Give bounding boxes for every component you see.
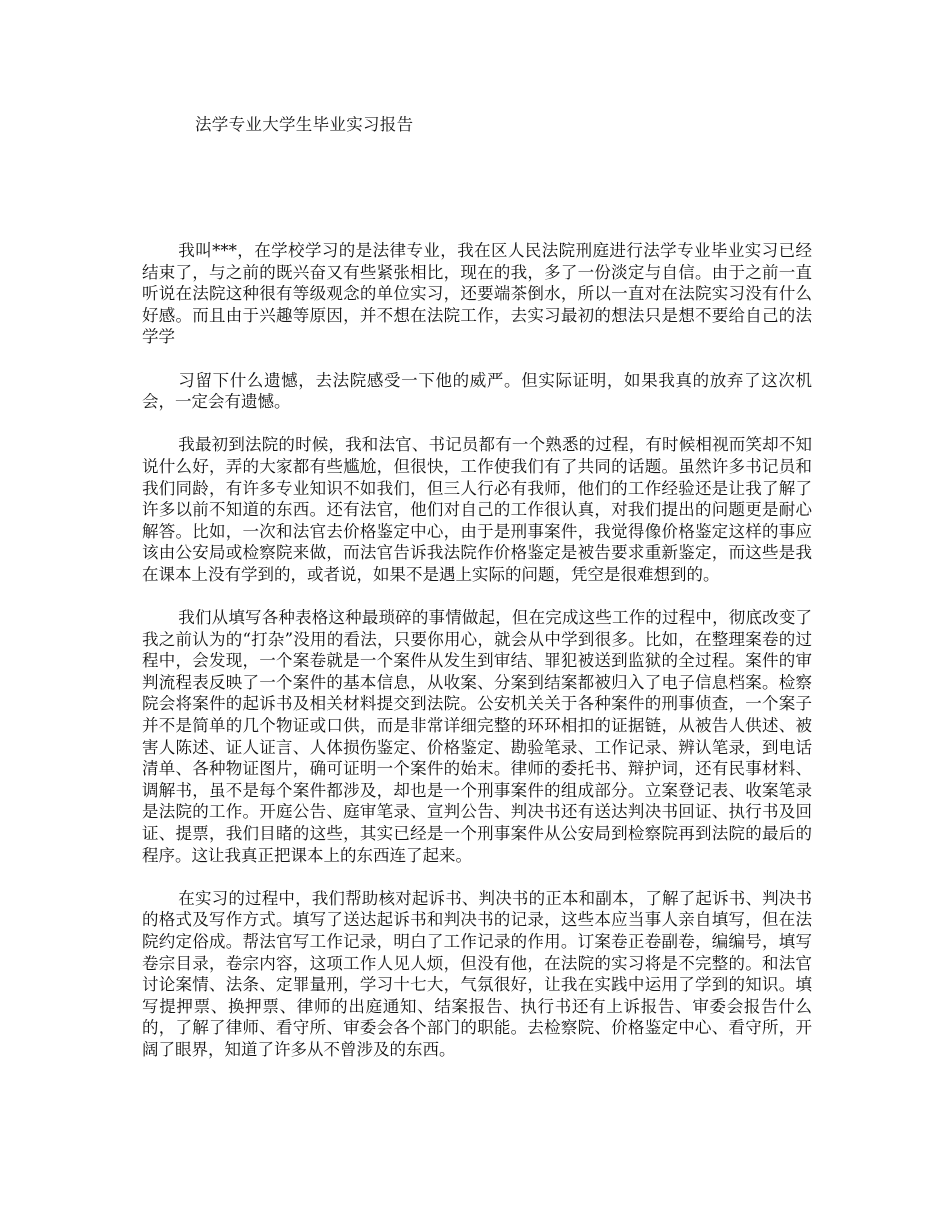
paragraph: 习留下什么遗憾，去法院感受一下他的威严。但实际证明，如果我真的放弃了这次机会，一定会有遗憾。 [142,370,812,412]
document-body [142,240,812,1061]
paragraph: 我们从填写各种表格这种最琐碎的事情做起，但在完成这些工作的过程中，彻底改变了我之前认为的“打杂”没用的看法，只要你用心，就会从中学到很多。比如，在整理案卷的过程中，会发现，一个案卷就是一个案件从发生到审结、罪犯被送到监狱的全过程。案件的审判流程表反映了一个案件的基本信息，从收案、分案到结案都被归入了电子信息档案。检察院会将案件的起诉书及相关材料提交到法院。公安机关关于各种案件的刑事侦查，一个案子并不是简单的几个物证或口供，而是非常详细完整的环环相扣的证据链，从被告人供述、被害人陈述、证人证言、人体损伤鉴定、价格鉴定、勘验笔录、工作记录、辨认笔录，到电话清单、各种物证图片，确可证明一个案件的始末。律师的委托书、辩护词，还有民事材料、调解书，虽不是每个案件都涉及，却也是一个刑事案件的组成部分。立案登记表、收案笔录是法院的工作。开庭公告、庭审笔录、宣判公告、判决书还有送达判决书回证、执行书及回证、提票，我们目睹的这些，其实已经是一个刑事案件从公安局到检察院再到法院的最后的程序。这让我真正把课本上的东西连了起来。 [142,608,812,865]
paragraph: 我最初到法院的时候，我和法官、书记员都有一个熟悉的过程，有时候相视而笑却不知说什么好，弄的大家都有些尴尬，但很快，工作使我们有了共同的话题。虽然许多书记员和我们同龄，有许多专业知识不如我们，但三人行必有我师，他们的工作经验还是让我了解了许多以前不知道的东西。还有法官，他们对自己的工作很认真，对我们提出的问题更是耐心解答。比如，一次和法官去价格鉴定中心，由于是刑事案件，我觉得像价格鉴定这样的事应该由公安局或检察院来做，而法官告诉我法院作价格鉴定是被告要求重新鉴定，而这些是我在课本上没有学到的，或者说，如果不是遇上实际的问题，凭空是很难想到的。 [142,435,812,584]
document-title: 法学专业大学生毕业实习报告 [195,115,414,134]
paragraph: 我叫***，在学校学习的是法律专业，我在区人民法院刑庭进行法学专业毕业实习已经结束了，与之前的既兴奋又有些紧张相比，现在的我，多了一份淡定与自信。由于之前一直听说在法院这种很有等级观念的单位实习，还要端茶倒水，所以一直对在法院实习没有什么好感。而且由于兴趣等原因，并不想在法院工作，去实习最初的想法只是想不要给自己的法学学 [142,241,812,347]
paragraph: 在实习的过程中，我们帮助核对起诉书、判决书的正本和副本，了解了起诉书、判决书的格式及写作方式。填写了送达起诉书和判决书的记录，这些本应当事人亲自填写，但在法院约定俗成。帮法官写工作记录，明白了工作记录的作用。订案卷正卷副卷，编编号，填写卷宗目录，卷宗内容，这项工作人见人烦，但没有他，在法院的实习将是不完整的。和法官讨论案情、法条、定罪量刑，学习十七大，气氛很好，让我在实践中运用了学到的知识。填写提押票、换押票、律师的出庭通知、结案报告、执行书还有上诉报告、审委会报告什么的，了解了律师、看守所、审委会各个部门的职能。去检察院、价格鉴定中心、看守所，开阔了眼界，知道了许多从不曾涉及的东西。 [142,888,812,1059]
